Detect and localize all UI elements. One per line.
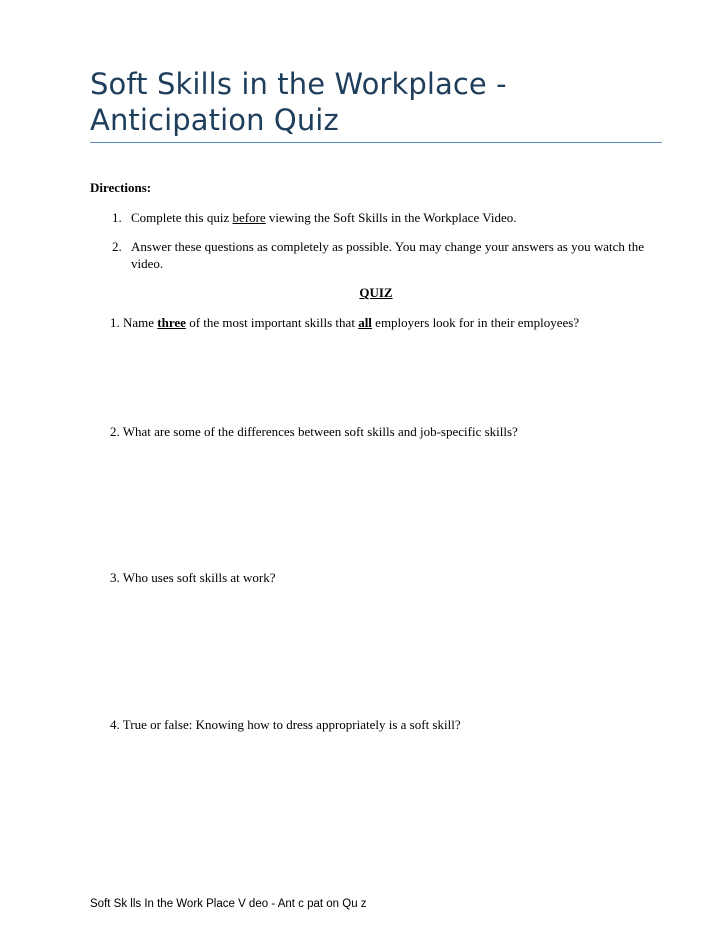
question-text-part: employers look for in their employees? (371, 315, 580, 330)
question-1 (110, 314, 670, 331)
question-2: 2. What are some of the differences between soft skills and job-specific skills? (110, 424, 518, 439)
title-divider (90, 142, 662, 143)
question-3: 3. Who uses soft skills at work? (110, 570, 276, 585)
direction-text: Answer these questions as completely as possible. You may change your answers as you watch the video. (131, 239, 645, 271)
question-emphasis: all (358, 315, 372, 330)
question-text-part: 1. Name (110, 315, 158, 330)
directions-label: Directions: (90, 180, 152, 195)
direction-number: 1. (112, 210, 122, 225)
direction-item-2 (112, 238, 667, 272)
page-footer: Soft Sk lls In the Work Place V deo - Ant c pat on Qu z (90, 898, 367, 910)
direction-emphasis: before (232, 210, 266, 225)
question-text-part: of the most important skills that (185, 315, 359, 330)
document-title: Soft Skills in the Workplace - Anticipation Quiz (90, 67, 507, 137)
direction-text (131, 209, 667, 226)
direction-text-part: viewing the Soft Skills in the Workplace Video. (265, 210, 517, 225)
quiz-heading: QUIZ (359, 285, 393, 300)
direction-item-1 (112, 209, 667, 226)
question-emphasis: three (157, 315, 186, 330)
direction-number: 2. (112, 239, 122, 254)
question-4: 4. True or false: Knowing how to dress appropriately is a soft skill? (110, 717, 461, 732)
direction-text-part: Complete this quiz (131, 210, 233, 225)
